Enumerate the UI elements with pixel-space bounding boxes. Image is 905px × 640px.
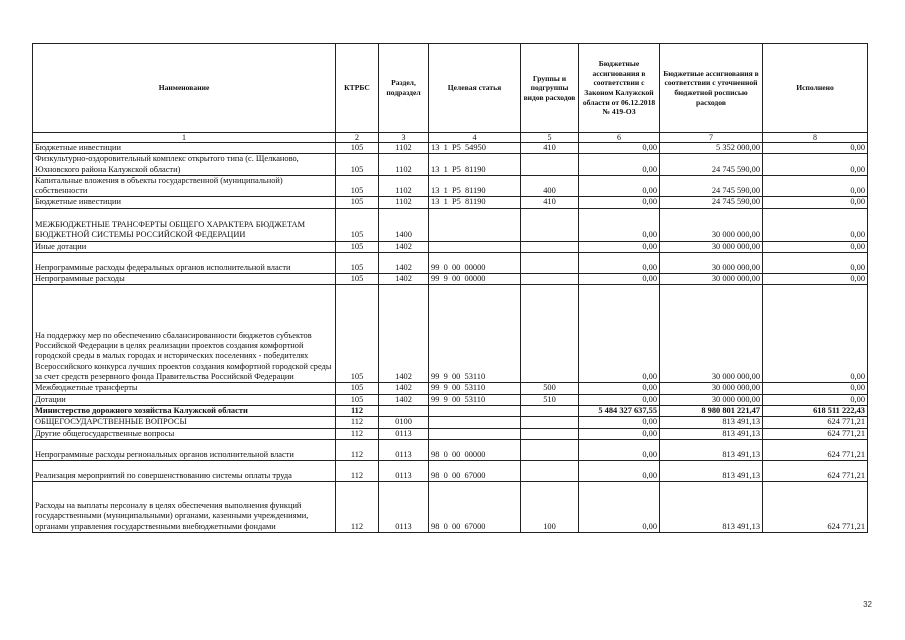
table-cell-group — [521, 285, 579, 383]
table-cell-ktrbs: 112 — [336, 428, 379, 439]
table-cell-executed: 0,00 — [763, 285, 868, 383]
table-cell-ktrbs: 105 — [336, 208, 379, 241]
table-row — [33, 481, 868, 532]
table-row — [33, 394, 868, 405]
table-cell-law: 0,00 — [579, 143, 660, 154]
table-cell-law: 0,00 — [579, 460, 660, 481]
table-cell-section: 1102 — [379, 154, 429, 176]
table-cell-name: Другие общегосударственные вопросы — [33, 428, 336, 439]
table-cell-refined: 30 000 000,00 — [660, 253, 763, 274]
column-number-row — [33, 133, 868, 143]
table-cell-group — [521, 253, 579, 274]
table-cell-refined: 30 000 000,00 — [660, 208, 763, 241]
table-cell-ktrbs: 112 — [336, 405, 379, 416]
table-row — [33, 285, 868, 383]
table-cell-ktrbs: 105 — [336, 154, 379, 176]
table-cell-section: 1402 — [379, 383, 429, 394]
table-row — [33, 208, 868, 241]
table-cell-group — [521, 428, 579, 439]
table-cell-target: 13 1 P5 81190 — [429, 175, 521, 197]
table-cell-executed: 624 771,21 — [763, 417, 868, 428]
table-cell-law: 0,00 — [579, 208, 660, 241]
column-number: 1 — [33, 133, 336, 143]
table-cell-name: Непрограммные расходы — [33, 274, 336, 285]
table-row — [33, 274, 868, 285]
col-header-law: Бюджетные ассигнования в соответствии с Законом Калужской области от 06.12.2018 № 419-ОЗ — [579, 44, 660, 133]
table-cell-ktrbs: 105 — [336, 241, 379, 252]
table-row — [33, 175, 868, 197]
column-number: 2 — [336, 133, 379, 143]
table-cell-executed: 0,00 — [763, 253, 868, 274]
table-cell-section: 1402 — [379, 274, 429, 285]
table-cell-name: Реализация мероприятий по совершенствованию системы оплаты труда — [33, 460, 336, 481]
table-cell-refined: 30 000 000,00 — [660, 285, 763, 383]
table-cell-ktrbs: 112 — [336, 439, 379, 460]
table-cell-group — [521, 274, 579, 285]
table-cell-ktrbs: 112 — [336, 460, 379, 481]
table-cell-target: 13 1 P5 81190 — [429, 154, 521, 176]
table-cell-executed: 0,00 — [763, 394, 868, 405]
table-cell-law: 0,00 — [579, 428, 660, 439]
col-header-target: Целевая статья — [429, 44, 521, 133]
col-header-executed: Исполнено — [763, 44, 868, 133]
table-cell-refined: 813 491,13 — [660, 428, 763, 439]
table-cell-group: 100 — [521, 481, 579, 532]
col-header-ktrbs: КТРБС — [336, 44, 379, 133]
table-cell-section: 0113 — [379, 460, 429, 481]
table-cell-name: Непрограммные расходы региональных органов исполнительной власти — [33, 439, 336, 460]
table-cell-executed: 0,00 — [763, 197, 868, 208]
table-cell-section — [379, 405, 429, 416]
table-cell-group: 410 — [521, 143, 579, 154]
table-cell-law: 5 484 327 637,55 — [579, 405, 660, 416]
column-number: 6 — [579, 133, 660, 143]
table-cell-refined: 8 980 801 221,47 — [660, 405, 763, 416]
table-cell-group: 510 — [521, 394, 579, 405]
table-cell-section: 1402 — [379, 241, 429, 252]
table-cell-section: 1102 — [379, 143, 429, 154]
table-row — [33, 439, 868, 460]
table-row — [33, 460, 868, 481]
table-header-row — [33, 44, 868, 133]
table-cell-law: 0,00 — [579, 241, 660, 252]
table-cell-name: Физкультурно-оздоровительный комплекс открытого типа (с. Щелканово, Юхновского района Калужской области) — [33, 154, 336, 176]
table-cell-name: ОБЩЕГОСУДАРСТВЕННЫЕ ВОПРОСЫ — [33, 417, 336, 428]
table-cell-group — [521, 439, 579, 460]
table-cell-ktrbs: 105 — [336, 274, 379, 285]
table-cell-ktrbs: 105 — [336, 394, 379, 405]
table-row — [33, 143, 868, 154]
table-cell-executed: 0,00 — [763, 154, 868, 176]
table-cell-group — [521, 417, 579, 428]
table-cell-refined: 813 491,13 — [660, 481, 763, 532]
table-cell-refined: 30 000 000,00 — [660, 383, 763, 394]
table-cell-executed: 624 771,21 — [763, 439, 868, 460]
table-cell-target: 99 9 00 53110 — [429, 285, 521, 383]
table-cell-name: Министерство дорожного хозяйства Калужской области — [33, 405, 336, 416]
table-cell-group: 500 — [521, 383, 579, 394]
table-cell-section: 1102 — [379, 175, 429, 197]
table-cell-law: 0,00 — [579, 253, 660, 274]
col-header-name: Наименование — [33, 44, 336, 133]
table-cell-group — [521, 154, 579, 176]
table-cell-group: 400 — [521, 175, 579, 197]
table-cell-target — [429, 417, 521, 428]
table-cell-law: 0,00 — [579, 197, 660, 208]
budget-table — [32, 43, 868, 533]
table-cell-law: 0,00 — [579, 394, 660, 405]
table-cell-group — [521, 208, 579, 241]
table-cell-refined: 5 352 000,00 — [660, 143, 763, 154]
table-cell-executed: 618 511 222,43 — [763, 405, 868, 416]
table-cell-executed: 0,00 — [763, 383, 868, 394]
table-cell-target — [429, 208, 521, 241]
table-cell-group: 410 — [521, 197, 579, 208]
table-cell-executed: 0,00 — [763, 241, 868, 252]
table-cell-name: МЕЖБЮДЖЕТНЫЕ ТРАНСФЕРТЫ ОБЩЕГО ХАРАКТЕРА БЮДЖЕТАМ БЮДЖЕТНОЙ СИСТЕМЫ РОССИЙСКОЙ ФЕДЕРАЦИИ — [33, 208, 336, 241]
table-row — [33, 241, 868, 252]
column-number: 4 — [429, 133, 521, 143]
table-cell-law: 0,00 — [579, 481, 660, 532]
table-cell-name: Непрограммные расходы федеральных органов исполнительной власти — [33, 253, 336, 274]
table-cell-refined: 30 000 000,00 — [660, 274, 763, 285]
table-cell-executed: 624 771,21 — [763, 460, 868, 481]
table-cell-ktrbs: 105 — [336, 175, 379, 197]
table-cell-target: 13 1 P5 81190 — [429, 197, 521, 208]
table-cell-section: 1402 — [379, 394, 429, 405]
table-cell-section: 1402 — [379, 285, 429, 383]
table-cell-law: 0,00 — [579, 439, 660, 460]
table-row — [33, 154, 868, 176]
table-cell-section: 0113 — [379, 439, 429, 460]
col-header-refined: Бюджетные ассигнования в соответствии с уточненной бюджетной росписью расходов — [660, 44, 763, 133]
table-cell-target — [429, 428, 521, 439]
table-row — [33, 197, 868, 208]
table-cell-name: Межбюджетные трансферты — [33, 383, 336, 394]
table-cell-ktrbs: 105 — [336, 197, 379, 208]
table-cell-executed: 0,00 — [763, 143, 868, 154]
table-cell-ktrbs: 105 — [336, 285, 379, 383]
table-cell-section: 1402 — [379, 253, 429, 274]
table-cell-executed: 624 771,21 — [763, 428, 868, 439]
table-cell-section: 0113 — [379, 428, 429, 439]
table-cell-section: 1102 — [379, 197, 429, 208]
table-cell-name: Капитальные вложения в объекты государственной (муниципальной) собственности — [33, 175, 336, 197]
table-row — [33, 383, 868, 394]
column-number: 3 — [379, 133, 429, 143]
table-cell-executed: 0,00 — [763, 274, 868, 285]
table-cell-law: 0,00 — [579, 175, 660, 197]
table-cell-refined: 24 745 590,00 — [660, 175, 763, 197]
table-cell-section: 0100 — [379, 417, 429, 428]
table-cell-refined: 813 491,13 — [660, 439, 763, 460]
table-cell-refined: 813 491,13 — [660, 460, 763, 481]
table-cell-refined: 24 745 590,00 — [660, 197, 763, 208]
table-cell-group — [521, 405, 579, 416]
table-cell-ktrbs: 105 — [336, 253, 379, 274]
page-number: 32 — [863, 600, 872, 609]
table-cell-law: 0,00 — [579, 417, 660, 428]
table-cell-name: Бюджетные инвестиции — [33, 197, 336, 208]
table-cell-group — [521, 460, 579, 481]
column-number: 7 — [660, 133, 763, 143]
table-row — [33, 253, 868, 274]
table-cell-target: 98 0 00 67000 — [429, 460, 521, 481]
table-cell-refined: 30 000 000,00 — [660, 241, 763, 252]
table-cell-target: 99 9 00 53110 — [429, 394, 521, 405]
table-cell-executed: 0,00 — [763, 175, 868, 197]
table-cell-target — [429, 405, 521, 416]
table-cell-target: 98 0 00 67000 — [429, 481, 521, 532]
col-header-groups: Группы и подгруппы видов расходов — [521, 44, 579, 133]
table-cell-executed: 0,00 — [763, 208, 868, 241]
table-cell-law: 0,00 — [579, 154, 660, 176]
table-row — [33, 428, 868, 439]
column-number: 8 — [763, 133, 868, 143]
table-cell-target: 99 9 00 53110 — [429, 383, 521, 394]
table-cell-section: 0113 — [379, 481, 429, 532]
table-cell-target: 13 1 P5 54950 — [429, 143, 521, 154]
col-header-section: Раздел, подраздел — [379, 44, 429, 133]
table-cell-law: 0,00 — [579, 285, 660, 383]
table-cell-refined: 24 745 590,00 — [660, 154, 763, 176]
table-cell-target: 99 0 00 00000 — [429, 253, 521, 274]
table-row — [33, 417, 868, 428]
table-row — [33, 405, 868, 416]
table-cell-target — [429, 241, 521, 252]
table-cell-name: На поддержку мер по обеспечению сбалансированности бюджетов субъектов Российской Федерации в целях реализации проектов создания комфортной городской среды в малых городах и исторических поселениях - победителях Всероссийского конкурса лучших проектов создания комфортной городской среды за счет средств резервного фонда Правительства Российской Федерации — [33, 285, 336, 383]
table-cell-target: 99 9 00 00000 — [429, 274, 521, 285]
table-cell-law: 0,00 — [579, 274, 660, 285]
table-cell-section: 1400 — [379, 208, 429, 241]
table-cell-refined: 30 000 000,00 — [660, 394, 763, 405]
table-cell-ktrbs: 112 — [336, 481, 379, 532]
table-cell-group — [521, 241, 579, 252]
table-cell-name: Расходы на выплаты персоналу в целях обеспечения выполнения функций государственными (муниципальными) органами, казенными учреждениями, органами управления государственными внебюджетными фондами — [33, 481, 336, 532]
table-cell-executed: 624 771,21 — [763, 481, 868, 532]
table-cell-ktrbs: 112 — [336, 417, 379, 428]
column-number: 5 — [521, 133, 579, 143]
table-cell-target: 98 0 00 00000 — [429, 439, 521, 460]
table-cell-name: Иные дотации — [33, 241, 336, 252]
table-cell-name: Бюджетные инвестиции — [33, 143, 336, 154]
table-cell-ktrbs: 105 — [336, 383, 379, 394]
table-cell-law: 0,00 — [579, 383, 660, 394]
table-cell-name: Дотации — [33, 394, 336, 405]
table-cell-refined: 813 491,13 — [660, 417, 763, 428]
table-cell-ktrbs: 105 — [336, 143, 379, 154]
